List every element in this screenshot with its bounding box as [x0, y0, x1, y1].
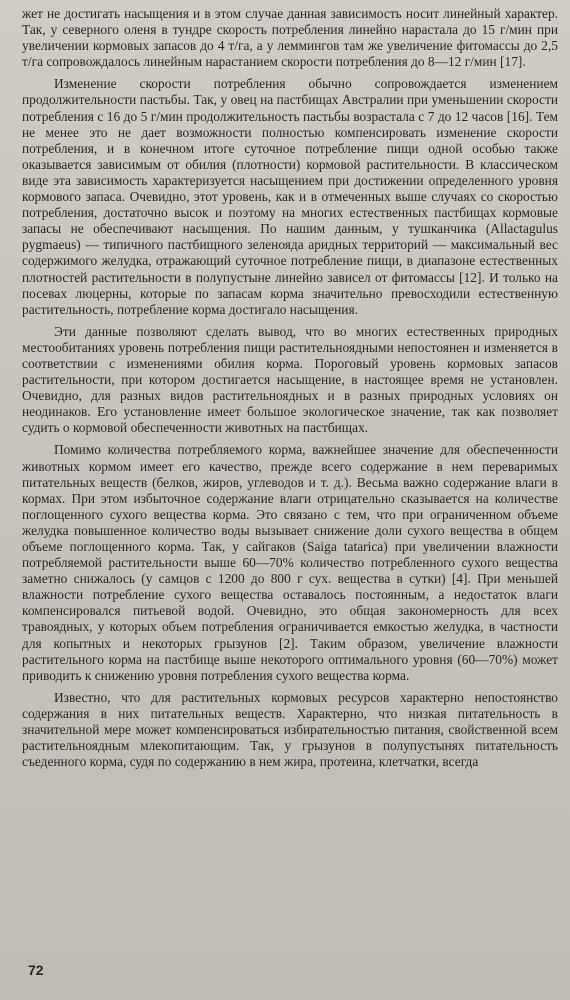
paragraph-nutrition: Известно, что для растительных кормовых ресурсов характерно непостоянство содержания в них питательных веществ. Характерно, что низкая питательность в значительной мере может компенсироваться избирательностью питания, свойственной всем растительноядным млекопитающим. Так, у грызунов в полупустынях питательность съеденного корма, судя по содержанию в нем жира, протеина, клетчатки, всегда — [22, 689, 558, 770]
page-number: 72 — [28, 962, 44, 978]
paragraph-consumption-rate: Изменение скорости потребления обычно сопровождается изменением продолжительности пастьбы. Так, у овец на пастбищах Австралии при уменьшении скорости потребления с 16 до 5 г/мин продолжительность пастьбы возрастала с 7 до 12 часов [16]. Тем не менее это не дает возможности полностью компенсировать изменение скорости потребления, и в конечном итоге суточное потребление пищи одной особью также оказывается зависимым от обилия (плотности) кормовой растительности. В классическом виде эта зависимость характеризуется насыщением при достижении определенного уровня кормового запаса. Очевидно, этот уровень, как и в отмеченных выше случаях со скоростью потребления, достаточно высок и поэтому на многих естественных пастбищах кормовые запасы не обеспечивают насыщения. По нашим данным, у тушканчика (Allactagulus pygmaeus) — типичного пастбищного зеленояда аридных территорий — максимальный вес содержимого желудка, отражающий суточное потребление пищи, в диапазоне естественных плотностей растительности в полупустыне линейно зависел от фитомассы [12]. И только на посевах люцерны, которые по запасам корма значительно превосходили естественную растительность, потребление корма достигало насыщения. — [22, 76, 558, 317]
paragraph-feed-quality: Помимо количества потребляемого корма, важнейшее значение для обеспеченности животных кормом имеет его качество, прежде всего содержание в нем переваримых питательных веществ (белков, жиров, углеводов и т. д.). Весьма важно содержание влаги в кормах. При этом избыточное содержание влаги отрицательно сказывается на количестве поглощенного сухого вещества корма. Это связано с тем, что при ограниченном объеме желудка повышенное количество воды вызывает снижение доли сухого вещества в общем объеме поглощенного корма. Так, у сайгаков (Saiga tatarica) при увеличении влажности потребляемой растительности выше 60—70% количество потребленного сухого вещества заметно снижалось (у самцов с 1200 до 800 г сух. вещества в сутки) [4]. При меньшей влажности потребление сухого вещества оставалось постоянным, а недостаток влаги компенсировался питьевой водой. Очевидно, это общая закономерность для всех травоядных, у которых объем потребления ограничивается емкостью желудка, в частности для копытных и некоторых грызунов [2]. Таким образом, увеличение влажности растительного корма на пастбище выше некоторого оптимального уровня (60—70%) может приводить к снижению уровня потребления сухого вещества корма. — [22, 442, 558, 683]
paragraph-conclusion: Эти данные позволяют сделать вывод, что во многих естественных природных местообитаниях уровень потребления пищи растительноядными непостоянен и изменяется в соответствии с изменениями обилия корма. Пороговый уровень кормовых запасов растительности, при котором достигается насыщение, в настоящее время не установлен. Очевидно, для разных видов растительноядных и в разных природных условиях он неодинаков. Его установление имеет большое экологическое значение, так как позволяет судить о кормовой обеспеченности животных на пастбищах. — [22, 323, 558, 436]
paragraph-continuation: жет не достигать насыщения и в этом случае данная зависимость носит линейный характер. Так, у северного оленя в тундре скорость потребления линейно нарастала до 15 г/мин при увеличении кормовых запасов до 4 т/га, а у леммингов там же увеличение фитомассы до 2,5 т/га сопровождалось линейным нарастанием скорости потребления до 8—12 г/мин [17]. — [22, 6, 558, 70]
